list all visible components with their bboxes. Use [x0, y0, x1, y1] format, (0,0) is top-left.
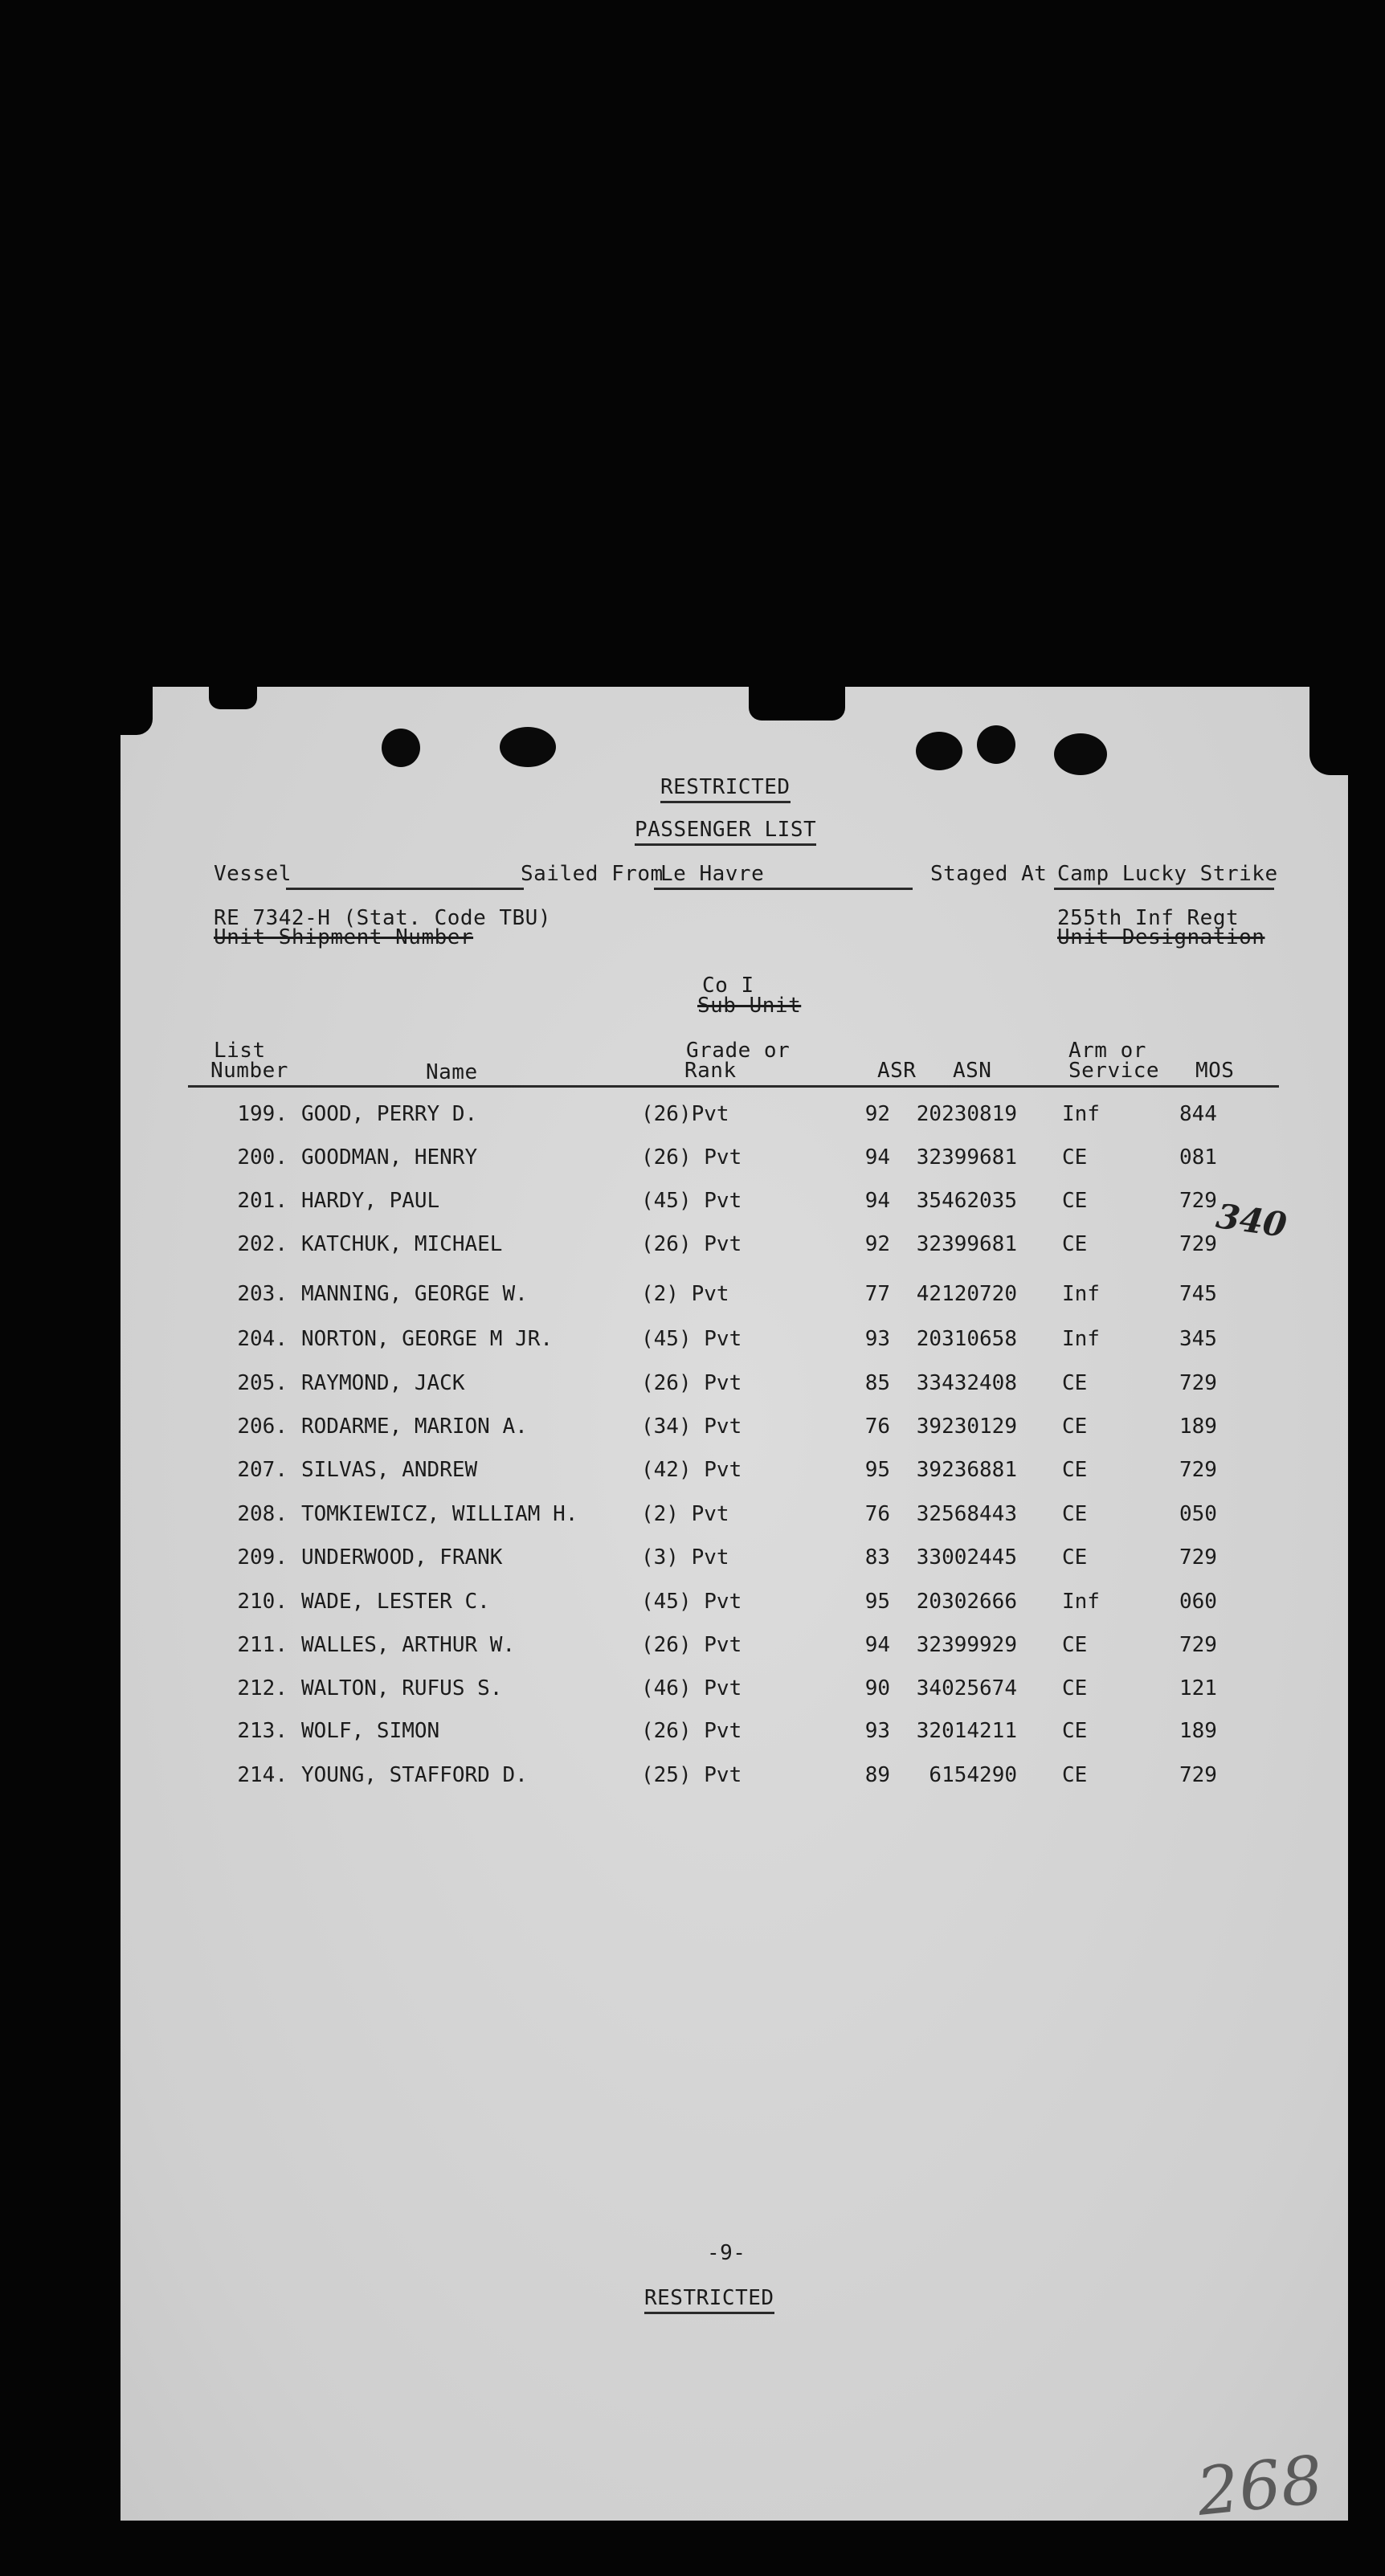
list-number: 208. — [237, 1502, 288, 1526]
asn: 33002445 — [916, 1545, 1017, 1570]
asr: 85 — [864, 1371, 890, 1395]
mos: 729 — [1179, 1545, 1217, 1570]
document-sheet — [121, 687, 1348, 2531]
asn: 20310658 — [916, 1327, 1017, 1351]
mos: 729 — [1179, 1189, 1217, 1213]
asr: 94 — [864, 1633, 890, 1657]
sheet-notch-left-tab — [209, 687, 257, 709]
passenger-name: WOLF, SIMON — [301, 1719, 440, 1743]
asn: 39236881 — [916, 1458, 1017, 1482]
asr: 92 — [864, 1102, 890, 1126]
arm-or-service: CE — [1062, 1719, 1088, 1743]
list-number: 205. — [237, 1371, 288, 1395]
table-row — [121, 1719, 1348, 1762]
col-arm-2: Service — [1068, 1059, 1160, 1083]
asn: 32399681 — [916, 1232, 1017, 1256]
mos: 081 — [1179, 1145, 1217, 1170]
asr: 93 — [864, 1719, 890, 1743]
asr: 92 — [864, 1232, 890, 1256]
table-row — [121, 1458, 1348, 1501]
arm-or-service: CE — [1062, 1676, 1088, 1700]
table-row — [121, 1232, 1348, 1276]
mos: 729 — [1179, 1371, 1217, 1395]
list-number: 201. — [237, 1189, 288, 1213]
asn: 32399681 — [916, 1145, 1017, 1170]
col-grade-2: Rank — [684, 1059, 737, 1083]
list-number: 200. — [237, 1145, 288, 1170]
list-number: 214. — [237, 1763, 288, 1787]
list-number: 199. — [237, 1102, 288, 1126]
grade: (26) Pvt — [641, 1371, 742, 1395]
asn: 35462035 — [916, 1189, 1017, 1213]
list-number: 213. — [237, 1719, 288, 1743]
shipment-number: RE 7342-H (Stat. Code TBU) — [214, 906, 551, 930]
arm-or-service: Inf — [1062, 1590, 1100, 1614]
col-grade-1: Grade or — [686, 1039, 791, 1063]
grade: (45) Pvt — [641, 1189, 742, 1213]
list-number: 209. — [237, 1545, 288, 1570]
passenger-name: HARDY, PAUL — [301, 1189, 440, 1213]
col-asn: ASN — [953, 1059, 992, 1083]
passenger-name: KATCHUK, MICHAEL — [301, 1232, 503, 1256]
passenger-name: NORTON, GEORGE M JR. — [301, 1327, 554, 1351]
asr: 76 — [864, 1415, 890, 1439]
mos: 345 — [1179, 1327, 1217, 1351]
mos: 729 — [1179, 1633, 1217, 1657]
col-name: Name — [426, 1060, 478, 1084]
passenger-name: UNDERWOOD, FRANK — [301, 1545, 503, 1570]
mos: 189 — [1179, 1415, 1217, 1439]
handwritten-margin-number: 340 — [1214, 1196, 1289, 1245]
mos: 189 — [1179, 1719, 1217, 1743]
arm-or-service: Inf — [1062, 1327, 1100, 1351]
punch-hole — [382, 729, 420, 767]
passenger-name: RAYMOND, JACK — [301, 1371, 465, 1395]
staged-at-underline — [1054, 888, 1274, 890]
table-row — [121, 1590, 1348, 1633]
table-row — [121, 1633, 1348, 1676]
asn: 39230129 — [916, 1415, 1017, 1439]
list-number: 207. — [237, 1458, 288, 1482]
list-number: 204. — [237, 1327, 288, 1351]
list-number: 202. — [237, 1232, 288, 1256]
staged-at-value: Camp Lucky Strike — [1057, 862, 1278, 886]
col-arm-1: Arm or — [1068, 1039, 1146, 1063]
grade: (25) Pvt — [641, 1763, 742, 1787]
grade: (26) Pvt — [641, 1232, 742, 1256]
passenger-name: WALTON, RUFUS S. — [301, 1676, 503, 1700]
asr: 89 — [864, 1763, 890, 1787]
header-rule — [188, 1085, 1279, 1088]
unit-designation-label: Unit Designation — [1057, 925, 1265, 949]
col-list-number-2: Number — [210, 1059, 288, 1083]
passenger-name: RODARME, MARION A. — [301, 1415, 528, 1439]
list-number: 203. — [237, 1282, 288, 1306]
list-number: 211. — [237, 1633, 288, 1657]
mos: 060 — [1179, 1590, 1217, 1614]
arm-or-service: CE — [1062, 1458, 1088, 1482]
staged-at-label: Staged At — [930, 862, 1048, 886]
arm-or-service: CE — [1062, 1145, 1088, 1170]
passenger-name: MANNING, GEORGE W. — [301, 1282, 528, 1306]
asr: 94 — [864, 1189, 890, 1213]
asn: 32568443 — [916, 1502, 1017, 1526]
asr: 93 — [864, 1327, 890, 1351]
sailed-from-underline — [654, 888, 913, 890]
sub-unit-label: Sub-Unit — [697, 994, 802, 1018]
shipment-number-label: Unit Shipment Number — [214, 925, 474, 949]
grade: (26) Pvt — [641, 1633, 742, 1657]
grade: (3) Pvt — [641, 1545, 729, 1570]
col-asr: ASR — [877, 1059, 917, 1083]
table-row — [121, 1545, 1348, 1589]
arm-or-service: CE — [1062, 1633, 1088, 1657]
mos: 745 — [1179, 1282, 1217, 1306]
table-row — [121, 1371, 1348, 1415]
sailed-from-value: Le Havre — [660, 862, 765, 886]
arm-or-service: CE — [1062, 1189, 1088, 1213]
grade: (46) Pvt — [641, 1676, 742, 1700]
grade: (42) Pvt — [641, 1458, 742, 1482]
mos: 844 — [1179, 1102, 1217, 1126]
table-row — [121, 1415, 1348, 1458]
asn: 33432408 — [916, 1371, 1017, 1395]
unit-designation: 255th Inf Regt — [1057, 906, 1240, 930]
vessel-label: Vessel — [214, 862, 292, 886]
list-number: 206. — [237, 1415, 288, 1439]
asn: 34025674 — [916, 1676, 1017, 1700]
passenger-name: WADE, LESTER C. — [301, 1590, 490, 1614]
table-row — [121, 1102, 1348, 1145]
mos: 729 — [1179, 1763, 1217, 1787]
table-row — [121, 1327, 1348, 1370]
asr: 95 — [864, 1458, 890, 1482]
asn: 6154290 — [929, 1763, 1017, 1787]
page-number: -9- — [707, 2241, 746, 2265]
footer-title: RESTRICTED — [644, 2286, 774, 2314]
passenger-name: YOUNG, STAFFORD D. — [301, 1763, 528, 1787]
handwritten-corner-number: 268 — [1193, 2442, 1327, 2531]
asr: 77 — [864, 1282, 890, 1306]
passenger-name: TOMKIEWICZ, WILLIAM H. — [301, 1502, 578, 1526]
sheet-notch-left — [121, 687, 153, 735]
sailed-from-label: Sailed From — [521, 862, 664, 886]
punch-hole — [500, 727, 556, 767]
table-row — [121, 1282, 1348, 1325]
arm-or-service: Inf — [1062, 1102, 1100, 1126]
list-number: 212. — [237, 1676, 288, 1700]
mos: 729 — [1179, 1232, 1217, 1256]
mos: 121 — [1179, 1676, 1217, 1700]
sub-unit: Co I — [702, 974, 754, 998]
passenger-name: SILVAS, ANDREW — [301, 1458, 478, 1482]
table-row — [121, 1189, 1348, 1232]
table-row — [121, 1145, 1348, 1189]
arm-or-service: CE — [1062, 1763, 1088, 1787]
col-list-number-1: List — [214, 1039, 266, 1063]
sheet-notch-right — [1309, 687, 1348, 775]
grade: (26) Pvt — [641, 1145, 742, 1170]
table-row — [121, 1763, 1348, 1806]
asr: 83 — [864, 1545, 890, 1570]
passenger-name: GOOD, PERRY D. — [301, 1102, 478, 1126]
grade: (2) Pvt — [641, 1502, 729, 1526]
punch-hole — [916, 732, 962, 770]
asn: 32014211 — [916, 1719, 1017, 1743]
list-number: 210. — [237, 1590, 288, 1614]
passenger-name: WALLES, ARTHUR W. — [301, 1633, 516, 1657]
arm-or-service: CE — [1062, 1415, 1088, 1439]
sheet-notch-center — [749, 687, 845, 721]
asr: 95 — [864, 1590, 890, 1614]
table-row — [121, 1676, 1348, 1720]
arm-or-service: CE — [1062, 1502, 1088, 1526]
asr: 76 — [864, 1502, 890, 1526]
arm-or-service: CE — [1062, 1232, 1088, 1256]
list-title: PASSENGER LIST — [635, 818, 816, 846]
punch-hole — [1054, 733, 1107, 775]
grade: (34) Pvt — [641, 1415, 742, 1439]
grade: (26)Pvt — [641, 1102, 729, 1126]
asn: 32399929 — [916, 1633, 1017, 1657]
punch-hole — [977, 725, 1015, 764]
asn: 20230819 — [916, 1102, 1017, 1126]
grade: (26) Pvt — [641, 1719, 742, 1743]
passenger-name: GOODMAN, HENRY — [301, 1145, 478, 1170]
mos: 729 — [1179, 1458, 1217, 1482]
grade: (45) Pvt — [641, 1590, 742, 1614]
mos: 050 — [1179, 1502, 1217, 1526]
arm-or-service: CE — [1062, 1371, 1088, 1395]
arm-or-service: Inf — [1062, 1282, 1100, 1306]
asr: 90 — [864, 1676, 890, 1700]
vessel-underline — [286, 888, 524, 890]
header-title: RESTRICTED — [660, 775, 791, 803]
asr: 94 — [864, 1145, 890, 1170]
arm-or-service: CE — [1062, 1545, 1088, 1570]
table-row — [121, 1502, 1348, 1545]
grade: (45) Pvt — [641, 1327, 742, 1351]
grade: (2) Pvt — [641, 1282, 729, 1306]
col-mos: MOS — [1195, 1059, 1235, 1083]
asn: 20302666 — [916, 1590, 1017, 1614]
asn: 42120720 — [916, 1282, 1017, 1306]
